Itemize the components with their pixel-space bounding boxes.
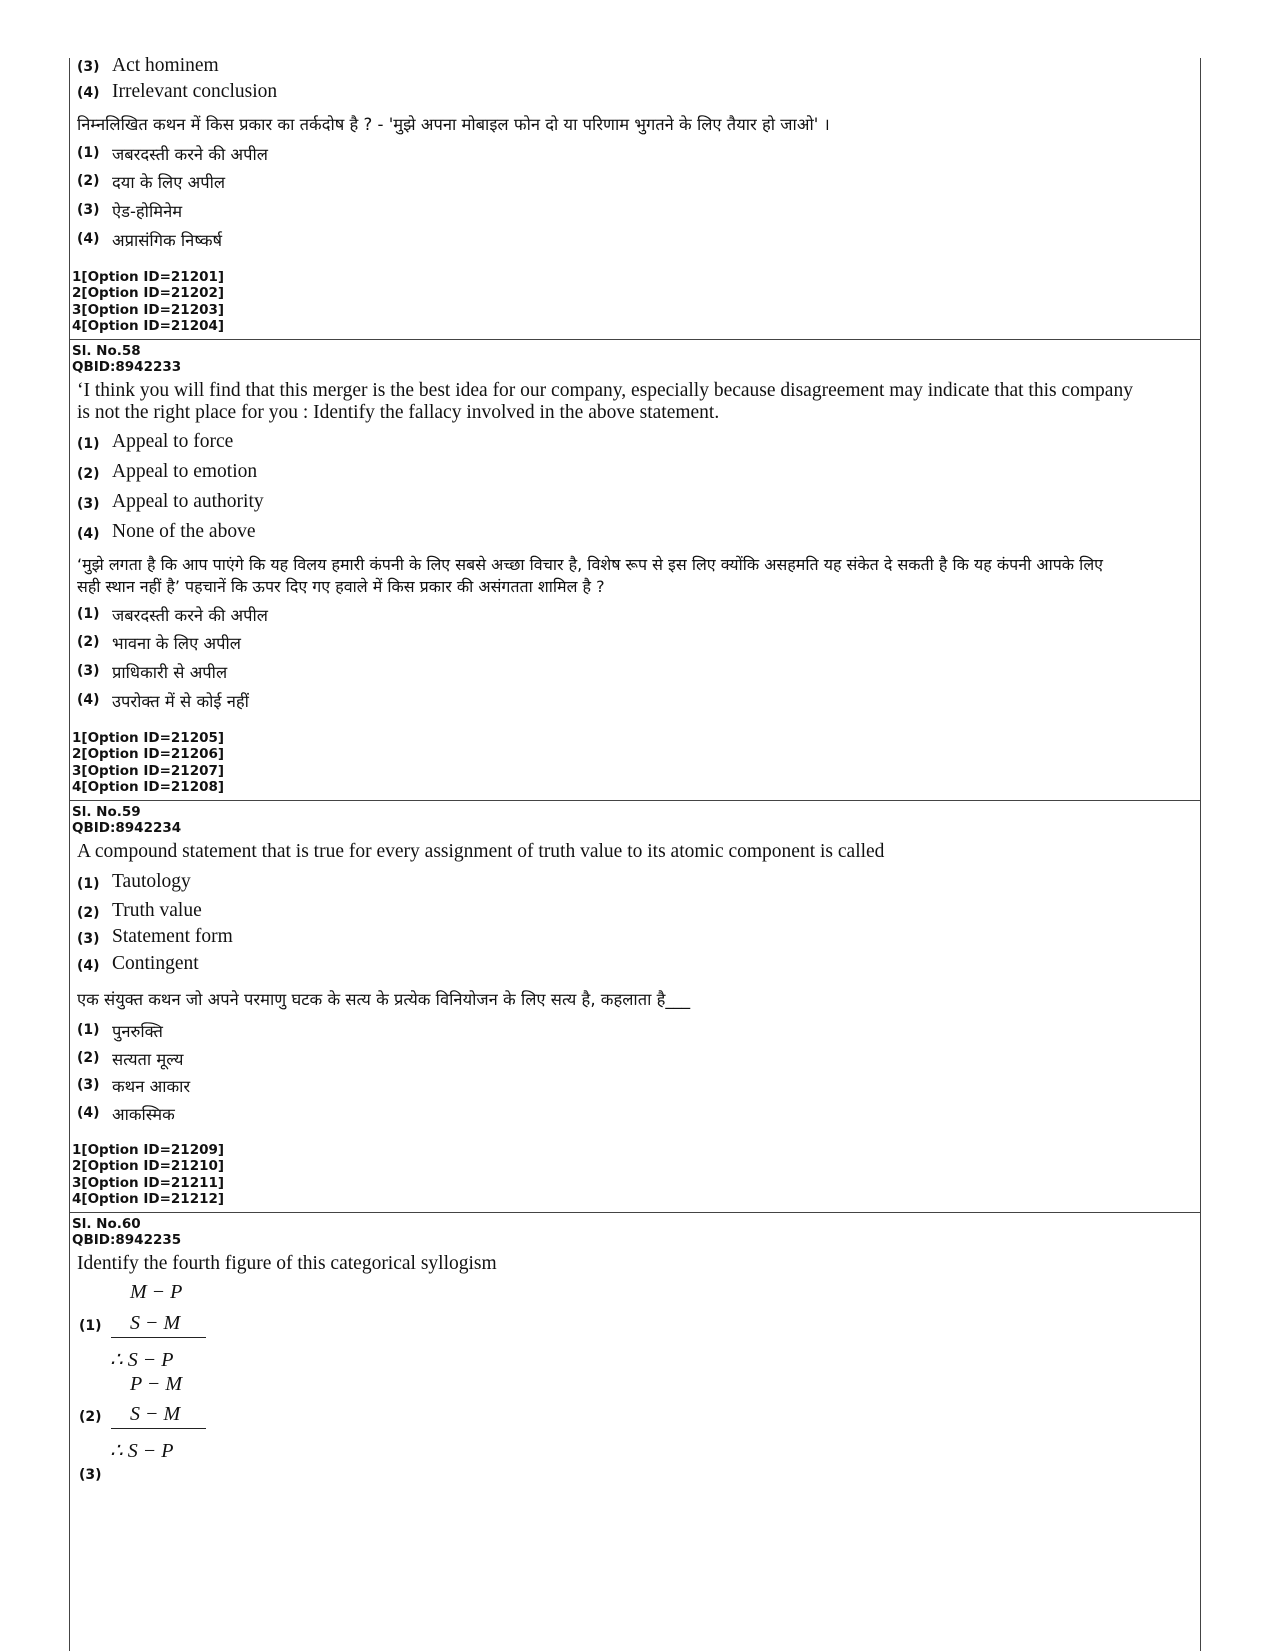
option-number: (1) bbox=[79, 1318, 102, 1334]
option-number: (1) bbox=[77, 1022, 100, 1038]
option-number: (3) bbox=[79, 1467, 102, 1483]
option-id: 1[Option ID=21209] bbox=[72, 1142, 225, 1158]
question-header bbox=[72, 1216, 181, 1249]
option-number: (3) bbox=[77, 1077, 100, 1093]
option-id: 2[Option ID=21210] bbox=[72, 1158, 225, 1175]
option-number: (3) bbox=[77, 663, 100, 679]
question-text-hindi: निम्नलिखित कथन में किस प्रकार का तर्कदोष है ? - 'मुझे अपना मोबाइल फोन दो या परिणाम भुगतने के लिए तैयार हो जाओ' । bbox=[77, 115, 830, 134]
option-id: 1[Option ID=21201] bbox=[72, 269, 225, 285]
question-text-hindi: एक संयुक्त कथन जो अपने परमाणु घटक के सत्य के प्रत्येक विनियोजन के लिए सत्य है, कहलाता है___ bbox=[77, 990, 691, 1009]
major-premise: P − M bbox=[130, 1373, 183, 1395]
option-text: आकस्मिक bbox=[112, 1105, 175, 1124]
option-text: जबरदस्ती करने की अपील bbox=[112, 145, 268, 164]
qbid: QBID:8942235 bbox=[72, 1232, 182, 1249]
qbid: QBID:8942233 bbox=[72, 359, 182, 376]
option-id-list bbox=[72, 269, 224, 335]
option-text: Irrelevant conclusion bbox=[112, 81, 278, 102]
option-text: जबरदस्ती करने की अपील bbox=[112, 606, 268, 625]
option-text: ऐड-होमिनेम bbox=[112, 202, 183, 221]
option-text: Appeal to authority bbox=[112, 491, 264, 512]
option-number: (2) bbox=[79, 1409, 102, 1425]
option-number: (3) bbox=[77, 202, 100, 218]
option-number: (3) bbox=[77, 931, 100, 947]
question-text-line: ‘I think you will find that this merger is the best idea for our company, especially because disagreement may indicate that this company bbox=[77, 380, 1133, 401]
option-text: कथन आकार bbox=[112, 1077, 191, 1096]
option-number: (3) bbox=[77, 59, 100, 75]
option-number: (4) bbox=[77, 526, 100, 542]
option-text: प्राधिकारी से अपील bbox=[112, 663, 228, 682]
option-id: 1[Option ID=21205] bbox=[72, 730, 225, 746]
section-divider bbox=[69, 1212, 1201, 1213]
option-text: Appeal to force bbox=[112, 431, 234, 452]
option-number: (1) bbox=[77, 606, 100, 622]
option-id-list bbox=[72, 1142, 224, 1208]
section-divider bbox=[69, 339, 1201, 340]
option-text: Appeal to emotion bbox=[112, 461, 258, 482]
option-id: 3[Option ID=21203] bbox=[72, 301, 225, 318]
serial-number: Sl. No.59 bbox=[72, 804, 141, 820]
option-text: उपरोक्त में से कोई नहीं bbox=[112, 692, 249, 711]
question-text-line: is not the right place for you : Identify the fallacy involved in the above statement. bbox=[77, 402, 720, 423]
option-number: (2) bbox=[77, 905, 100, 921]
option-text: दया के लिए अपील bbox=[112, 173, 226, 192]
option-text: सत्यता मूल्य bbox=[112, 1050, 184, 1069]
option-id: 3[Option ID=21211] bbox=[72, 1174, 225, 1191]
conclusion: ∴ S − P bbox=[110, 1349, 174, 1371]
major-premise: M − P bbox=[130, 1281, 183, 1303]
serial-number: Sl. No.58 bbox=[72, 343, 141, 359]
option-id: 3[Option ID=21207] bbox=[72, 762, 225, 779]
option-number: (2) bbox=[77, 634, 100, 650]
option-id: 4[Option ID=21204] bbox=[72, 318, 225, 335]
option-number: (1) bbox=[77, 145, 100, 161]
option-number: (1) bbox=[77, 876, 100, 892]
minor-premise: S − M bbox=[130, 1312, 181, 1334]
option-text: Tautology bbox=[112, 871, 191, 892]
question-header bbox=[72, 804, 181, 837]
option-number: (1) bbox=[77, 436, 100, 452]
option-id-list bbox=[72, 730, 224, 796]
option-number: (4) bbox=[77, 692, 100, 708]
serial-number: Sl. No.60 bbox=[72, 1216, 141, 1232]
qbid: QBID:8942234 bbox=[72, 820, 182, 837]
option-id: 2[Option ID=21206] bbox=[72, 746, 225, 763]
option-text: पुनरुक्ति bbox=[112, 1022, 163, 1041]
conclusion: ∴ S − P bbox=[110, 1440, 174, 1462]
syllogism-line bbox=[111, 1337, 206, 1338]
question-text: Identify the fourth figure of this categorical syllogism bbox=[77, 1253, 497, 1274]
question-text-hindi-line: सही स्थान नहीं है’ पहचानें कि ऊपर दिए गए हवाले में किस प्रकार की असंगतता शामिल है ? bbox=[77, 577, 605, 596]
option-id: 2[Option ID=21202] bbox=[72, 285, 225, 302]
option-number: (4) bbox=[77, 958, 100, 974]
syllogism-line bbox=[111, 1428, 206, 1429]
option-number: (2) bbox=[77, 466, 100, 482]
option-text: Truth value bbox=[112, 900, 202, 921]
option-text: Statement form bbox=[112, 926, 233, 947]
question-text: A compound statement that is true for every assignment of truth value to its atomic component is called bbox=[77, 841, 885, 862]
option-text: Act hominem bbox=[112, 55, 219, 76]
option-text: Contingent bbox=[112, 953, 199, 974]
option-number: (3) bbox=[77, 496, 100, 512]
option-number: (2) bbox=[77, 1050, 100, 1066]
minor-premise: S − M bbox=[130, 1403, 181, 1425]
option-text: None of the above bbox=[112, 521, 256, 542]
question-text-hindi-line: ‘मुझे लगता है कि आप पाएंगे कि यह विलय हमारी कंपनी के लिए सबसे अच्छा विचार है, विशेष रूप से इस लिए क्योंकि असहमति यह संकेत दे सकती है कि यह कंपनी आपके लिए bbox=[77, 555, 1104, 574]
question-header bbox=[72, 343, 181, 376]
section-divider bbox=[69, 800, 1201, 801]
option-number: (4) bbox=[77, 1105, 100, 1121]
option-text: भावना के लिए अपील bbox=[112, 634, 241, 653]
option-text: अप्रासंगिक निष्कर्ष bbox=[112, 231, 223, 250]
option-number: (2) bbox=[77, 173, 100, 189]
option-number: (4) bbox=[77, 85, 100, 101]
option-number: (4) bbox=[77, 231, 100, 247]
option-id: 4[Option ID=21212] bbox=[72, 1191, 225, 1208]
option-id: 4[Option ID=21208] bbox=[72, 779, 225, 796]
